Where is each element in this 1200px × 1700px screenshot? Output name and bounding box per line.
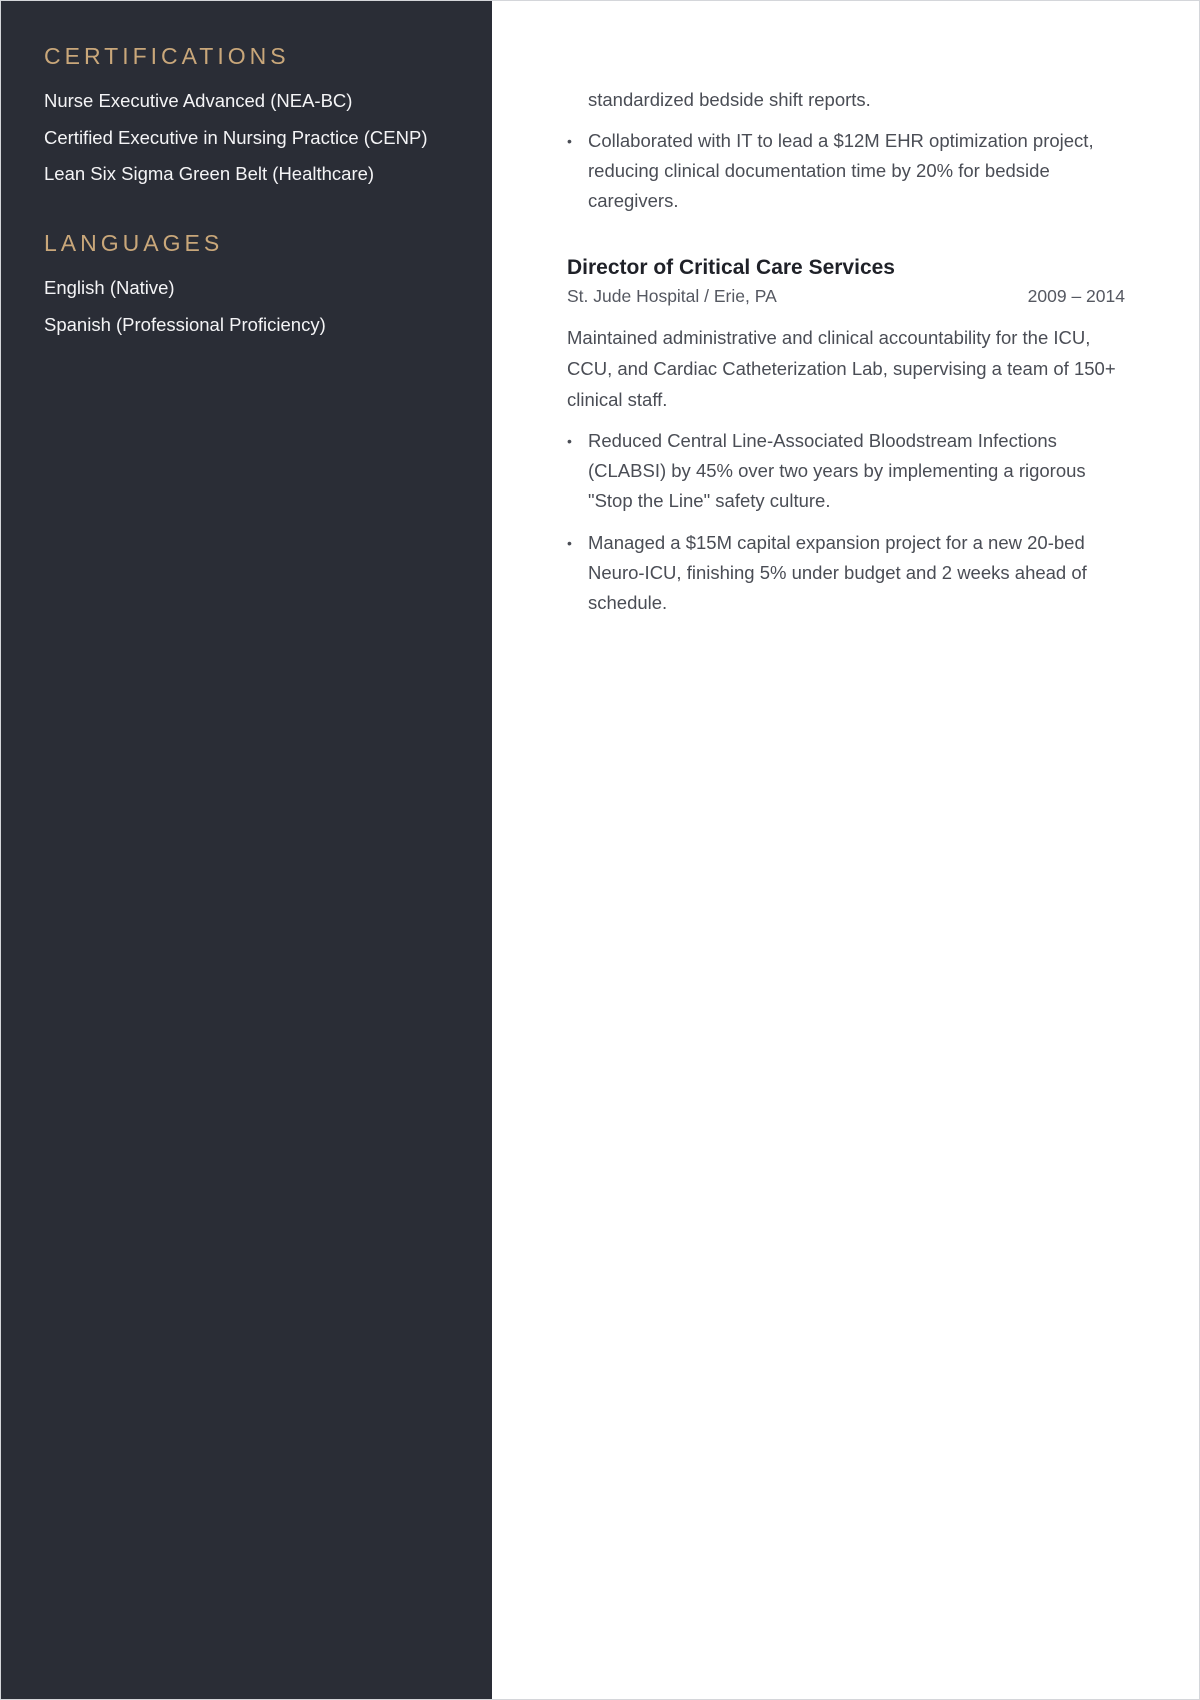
certifications-section [44,39,462,186]
continued-bullet-list [567,126,1125,216]
bullet-item [567,528,1125,618]
bullet-icon: • [567,535,572,551]
job-dates: 2009 – 2014 [1027,286,1125,306]
bullet-text: Managed a $15M capital expansion project for a new 20-bed Neuro-ICU, finishing 5% under budget and 2 weeks ahead of schedule. [588,532,1087,613]
languages-list [44,276,462,337]
bullet-icon: • [567,133,572,149]
certification-item: Certified Executive in Nursing Practice (CENP) [44,126,428,148]
job-summary: Maintained administrative and clinical accountability for the ICU, CCU, and Cardiac Catheterization Lab, supervising a team of 150+ clinical staff. [567,327,1116,410]
sidebar [1,1,492,1699]
bullet-icon: • [567,433,572,449]
job-entry [567,253,1125,630]
job-organization: St. Jude Hospital / Erie, PA [567,286,777,306]
languages-heading: LANGUAGES [44,230,224,256]
bullet-item [567,126,1125,216]
languages-section [44,226,462,337]
certification-item: Nurse Executive Advanced (NEA-BC) [44,90,353,111]
continued-bullet-text: standardized bedside shift reports. [588,89,871,110]
language-item: Spanish (Professional Proficiency) [44,313,326,335]
language-item: English (Native) [44,277,175,298]
job-meta [567,284,1125,308]
certifications-heading: CERTIFICATIONS [44,43,290,69]
job-title: Director of Critical Care Services [567,256,895,279]
job-bullet-list [567,426,1125,618]
bullet-text: Collaborated with IT to lead a $12M EHR optimization project, reducing clinical documentation time by 20% for bedside caregivers. [588,130,1094,211]
previous-job-continuation [567,85,1125,228]
certification-item: Lean Six Sigma Green Belt (Healthcare) [44,163,375,184]
bullet-item [567,426,1125,516]
certifications-list [44,89,462,186]
bullet-text: Reduced Central Line-Associated Bloodstream Infections (CLABSI) by 45% over two years by implementing a rigorous "Stop the Line" safety culture. [588,430,1086,511]
